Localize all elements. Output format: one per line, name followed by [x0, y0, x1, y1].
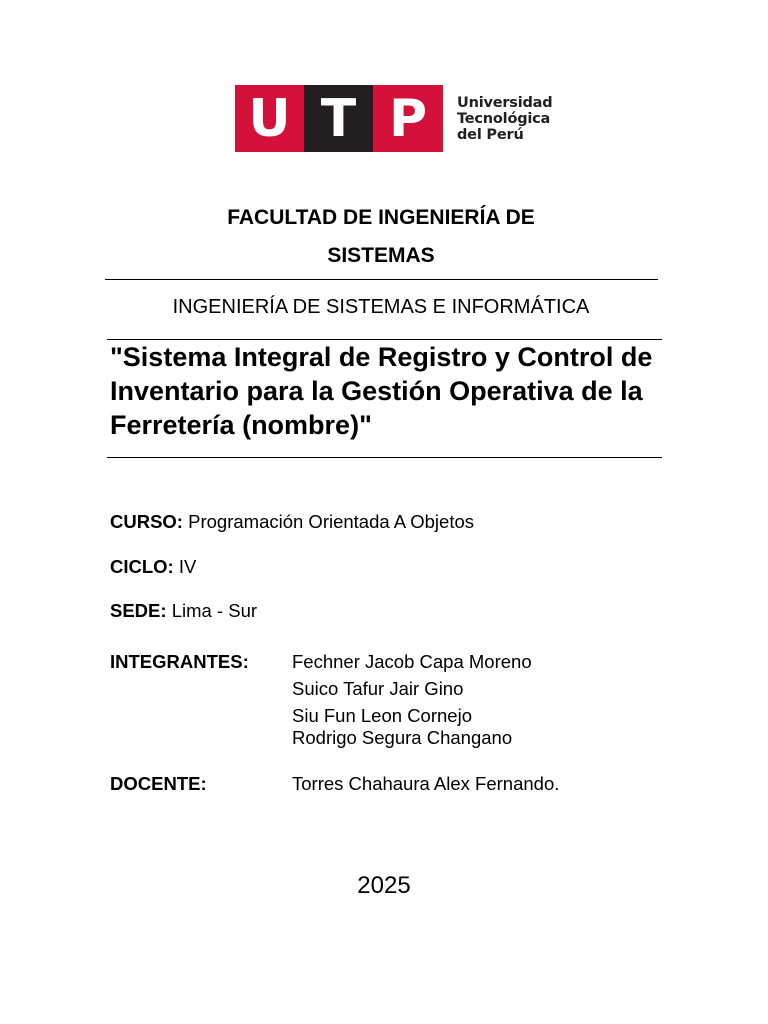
- divider-title-bottom: [107, 457, 662, 458]
- member-item: Siu Fun Leon Cornejo: [292, 705, 472, 726]
- logo-line-2: Tecnológica: [457, 110, 551, 127]
- faculty-heading: [0, 199, 762, 275]
- field-ciclo-value: IV: [178, 556, 197, 577]
- members-list: [292, 651, 532, 749]
- field-ciclo: [110, 556, 196, 578]
- field-ciclo-label: CICLO:: [110, 556, 174, 577]
- logo-letter-p: P: [373, 85, 443, 152]
- logo-line-3: del Perú: [457, 126, 524, 143]
- logo-letter-u: U: [235, 85, 304, 152]
- field-docente-label: DOCENTE:: [110, 773, 207, 794]
- logo-wordmark: [457, 95, 552, 143]
- field-curso: [110, 511, 474, 533]
- faculty-line-1: FACULTAD DE INGENIERÍA DE: [227, 206, 535, 229]
- faculty-line-2: SISTEMAS: [327, 244, 435, 267]
- field-curso-label: CURSO:: [110, 511, 183, 532]
- field-sede-value: Lima - Sur: [171, 600, 258, 621]
- project-title: "Sistema Integral de Registro y Control de Inventario para la Gestión Operativa de la Ferretería (nombre)": [110, 342, 653, 440]
- field-docente-value: Torres Chahaura Alex Fernando.: [292, 773, 560, 794]
- logo-letter-blocks: [235, 85, 443, 152]
- field-sede-label: SEDE:: [110, 600, 167, 621]
- member-item: Rodrigo Segura Changano: [292, 727, 513, 748]
- member-item: Fechner Jacob Capa Moreno: [292, 651, 532, 672]
- field-curso-value: Programación Orientada A Objetos: [188, 511, 475, 532]
- year: 2025: [357, 872, 411, 899]
- member-item: Suico Tafur Jair Gino: [292, 678, 464, 699]
- career-name: INGENIERÍA DE SISTEMAS E INFORMÁTICA: [172, 296, 590, 318]
- divider-top: [105, 279, 658, 280]
- utp-logo: [235, 85, 552, 152]
- field-integrantes-label: INTEGRANTES:: [110, 651, 249, 672]
- logo-letter-t: T: [304, 85, 373, 152]
- logo-line-1: Universidad: [457, 94, 553, 111]
- field-sede: [110, 600, 257, 622]
